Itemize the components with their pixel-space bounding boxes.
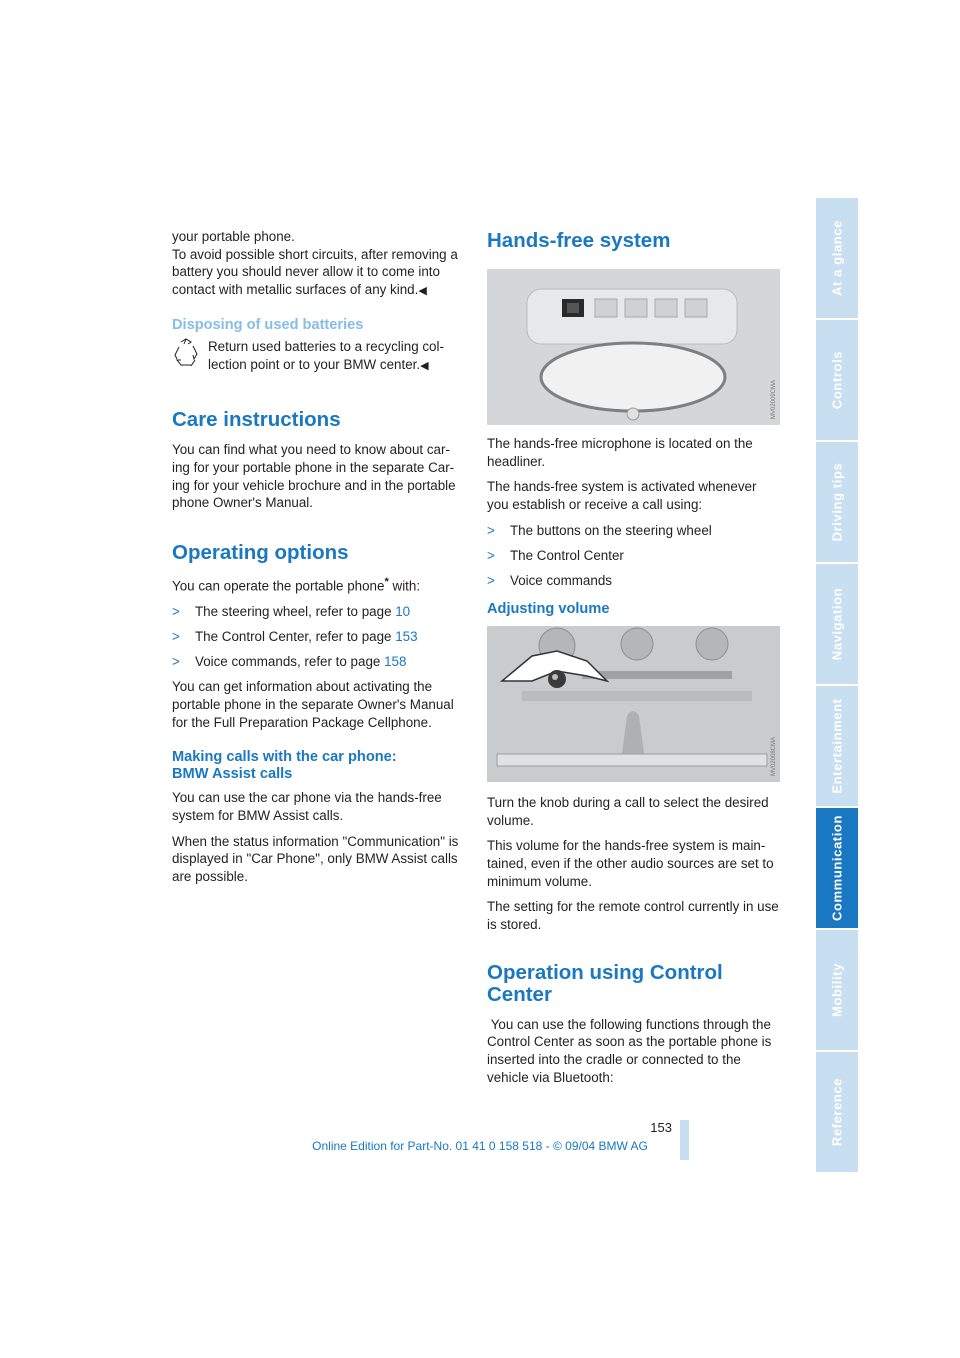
handsfree-text-2: The hands-free system is activated whenever you establish or receive a call using:	[487, 479, 757, 513]
tab-entertainment[interactable]	[816, 686, 858, 808]
list-item-label: The Control Center, refer to page	[195, 629, 396, 645]
bullet-marker: >	[172, 604, 180, 620]
tab-controls[interactable]	[816, 320, 858, 442]
operating-intro-pre: You can operate the portable phone	[172, 578, 385, 594]
disposing-note	[172, 338, 464, 383]
operating-info: You can get information about activating the portable phone in the separate Owner's Manual for the Full Preparation Package Cellphone.	[172, 679, 454, 730]
page-link[interactable]: 158	[384, 654, 407, 670]
care-text: You can find what you need to know about car-ing for your portable phone in the separate Car-ing for your vehicle brochure and in the portable phone Owner's Manual.	[172, 442, 456, 511]
bullet-marker: >	[487, 547, 495, 563]
handsfree-text-1: The hands-free microphone is located on the headliner.	[487, 436, 753, 469]
disposing-text	[208, 338, 464, 375]
page-number: 153	[650, 1120, 672, 1135]
list-item-text: The buttons on the steering wheel	[510, 522, 712, 538]
list-item	[172, 603, 464, 620]
making-calls-heading-1: Making calls with the car phone:	[172, 749, 397, 766]
making-calls-text-2: When the status information "Communication" is displayed in "Car Phone", only BMW Assist calls are possible.	[172, 833, 459, 885]
disposing-heading: Disposing of used batteries	[172, 316, 364, 333]
operating-intro	[172, 574, 464, 595]
page-link[interactable]: 153	[395, 629, 418, 645]
list-item	[172, 653, 464, 670]
intro-text-2-body: To avoid possible short circuits, after removing a battery you should never allow it to come into contact with metallic surfaces of any kind.	[172, 246, 458, 298]
control-center-heading	[487, 962, 780, 1006]
tab-label: Entertainment	[829, 698, 845, 794]
tab-navigation[interactable]	[816, 564, 858, 686]
tab-mobility[interactable]	[816, 930, 858, 1052]
bullet-marker: >	[172, 629, 180, 645]
option-star: *	[384, 576, 389, 589]
right-column	[487, 228, 780, 1095]
tab-label: Controls	[829, 350, 845, 410]
photo-code: MV02008CMA	[771, 736, 777, 776]
making-calls-heading	[172, 749, 464, 783]
list-item	[487, 547, 780, 564]
bullet-marker: >	[487, 522, 495, 538]
tab-communication[interactable]	[816, 808, 858, 930]
handsfree-heading: Hands-free system	[487, 229, 671, 252]
tab-at-a-glance[interactable]	[816, 198, 858, 320]
bullet-marker: >	[487, 572, 495, 588]
footer-edition-note: Online Edition for Part-No. 01 41 0 158 518 - © 09/04 BMW AG	[312, 1139, 648, 1153]
list-item-text: The Control Center	[510, 547, 624, 563]
volume-text-1: Turn the knob during a call to select the desired volume.	[487, 794, 769, 828]
list-item-label: Voice commands, refer to page	[195, 654, 385, 670]
list-item	[487, 522, 780, 539]
disposing-text-body: Return used batteries to a recycling col-lection point or to your BMW center.	[208, 338, 444, 372]
headliner-microphone-photo	[487, 269, 780, 425]
list-item	[172, 628, 464, 645]
volume-knob-photo	[487, 626, 780, 782]
list-item-text	[195, 628, 418, 645]
volume-text-3: The setting for the remote control currently in use is stored.	[487, 899, 779, 933]
tab-label: Navigation	[829, 587, 845, 661]
volume-text-2: This volume for the hands-free system is main-tained, even if the other audio sources are set to minimum volume.	[487, 838, 774, 889]
operating-heading: Operating options	[172, 541, 349, 565]
bullet-marker: >	[172, 654, 180, 670]
tab-label: Mobility	[829, 963, 845, 1017]
recycle-icon	[172, 338, 208, 383]
list-item-text: Voice commands	[510, 572, 612, 588]
tab-label: Driving tips	[829, 462, 845, 542]
intro-text-2	[172, 246, 464, 301]
end-of-message-marker: ◀	[420, 359, 429, 372]
photo-code: MV02009CMA	[771, 379, 777, 419]
list-item-text	[195, 603, 410, 620]
section-tabs	[816, 198, 858, 1174]
list-item-label: The steering wheel, refer to page	[195, 604, 396, 620]
making-calls-heading-2: BMW Assist calls	[172, 766, 293, 783]
control-center-heading-1: Operation using Control	[487, 960, 723, 984]
control-center-heading-2: Center	[487, 982, 552, 1006]
care-heading: Care instructions	[172, 408, 341, 432]
list-item-text	[195, 653, 406, 670]
list-item	[487, 572, 780, 589]
tab-label: At a glance	[829, 220, 845, 296]
page-link[interactable]: 10	[395, 604, 411, 620]
volume-heading: Adjusting volume	[487, 600, 610, 617]
tab-reference[interactable]	[816, 1052, 858, 1174]
tab-label: Reference	[829, 1077, 845, 1147]
intro-text-1: your portable phone.	[172, 229, 295, 244]
making-calls-text-1: You can use the car phone via the hands-free system for BMW Assist calls.	[172, 790, 442, 824]
end-of-message-marker: ◀	[418, 285, 427, 298]
left-column	[172, 228, 464, 894]
tab-driving-tips[interactable]	[816, 442, 858, 564]
control-center-text: You can use the following functions through the Control Center as soon as the portable phone is inserted into the cradle or connected to the vehicle via Bluetooth:	[487, 1016, 776, 1085]
tab-label: Communication	[829, 814, 845, 922]
operating-intro-post: with:	[388, 578, 421, 594]
